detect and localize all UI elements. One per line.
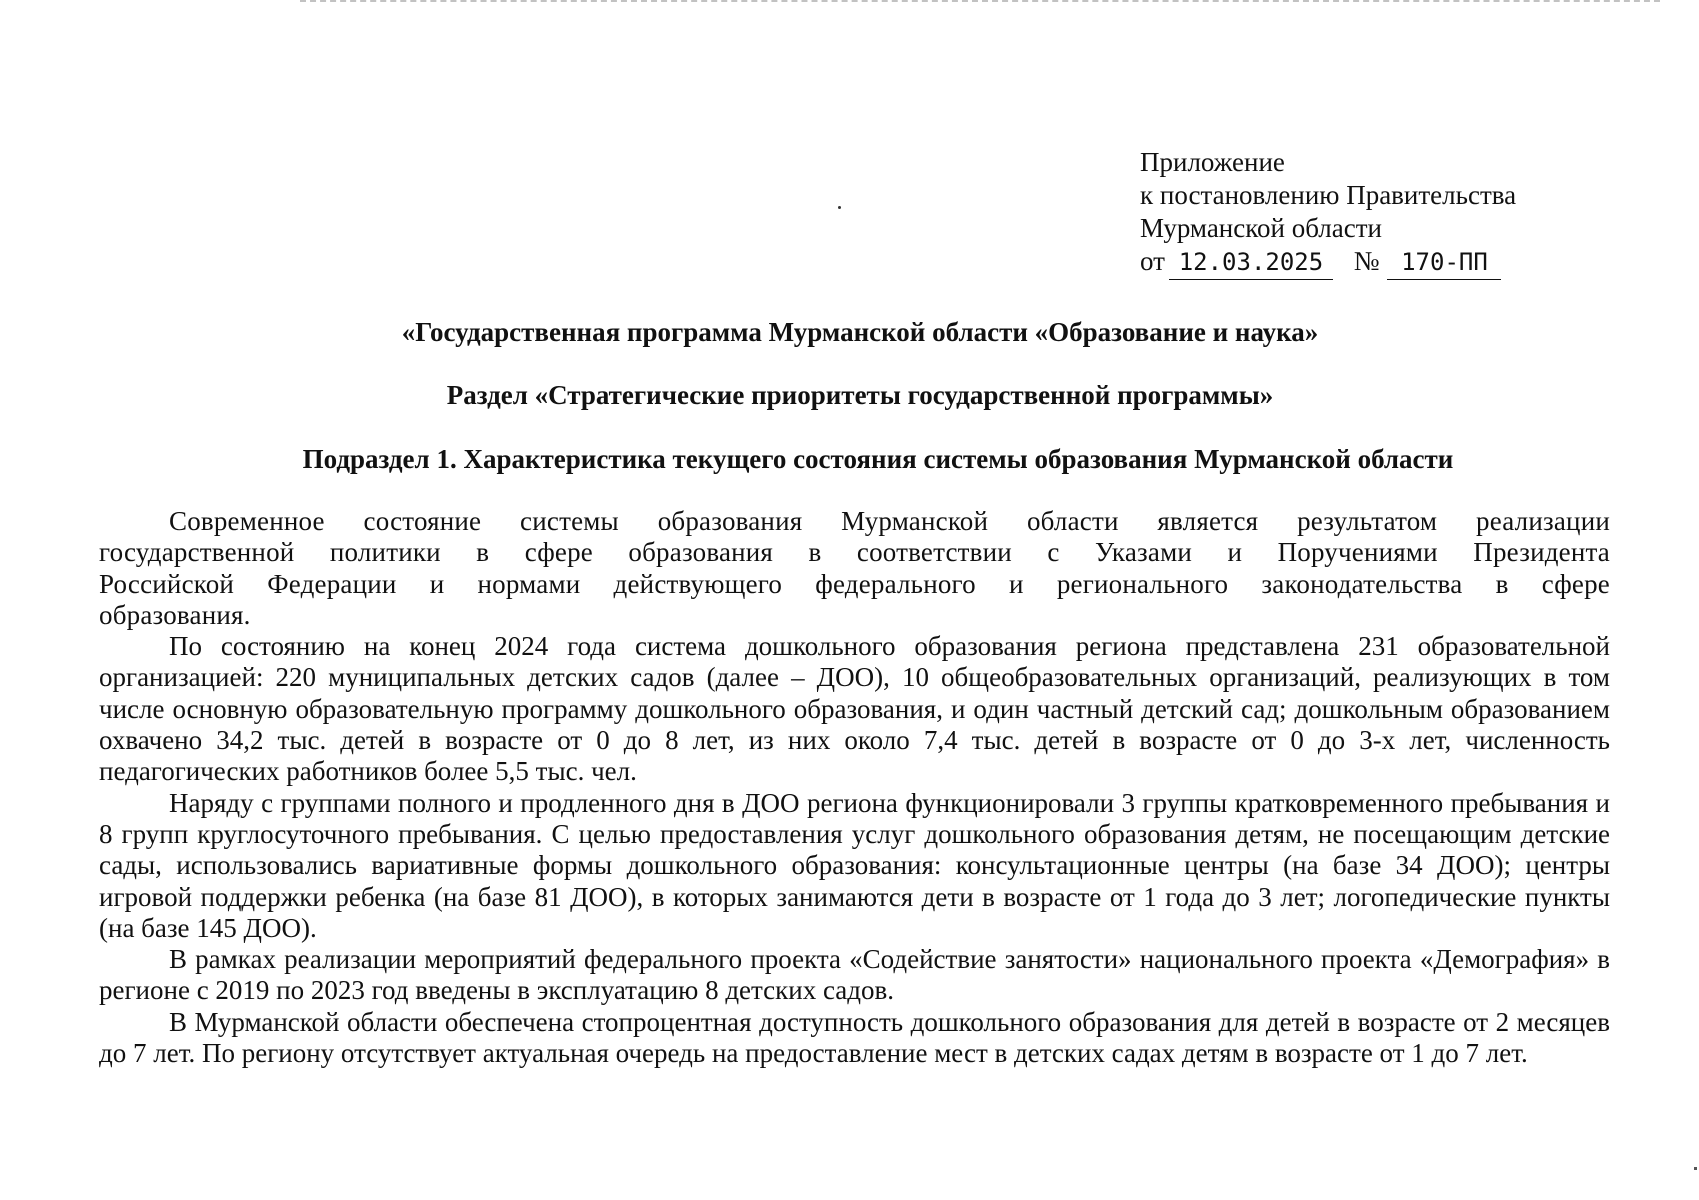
- scan-edge-line: [300, 0, 1660, 4]
- appendix-resolution-line: к постановлению Правительства: [1140, 180, 1517, 210]
- scan-speck: [838, 206, 841, 209]
- paragraph: В Мурманской области обеспечена стопроцентная доступность дошкольного образования для детей в возрасте от 2 месяцев до 7 лет. По региону отсутствует актуальная очередь на предоставление мест в детских садах детям в возрасте от 1 до 7 лет.: [99, 1006, 1610, 1069]
- number-label: №: [1353, 246, 1380, 276]
- resolution-number: 170-ПП: [1387, 246, 1501, 280]
- scan-speck-corner: [1694, 1167, 1697, 1170]
- appendix-title: Приложение: [1140, 147, 1285, 177]
- from-label: от: [1140, 246, 1165, 276]
- paragraph: Современное состояние системы образования Мурманской области является результатом реализации государственной политики в сфере образования в соответствии с Указами и Поручениями Президента Российской Федерации и нормами действующего федерального и регионального законодательства в сфере образования.: [99, 506, 1610, 630]
- body-text: [99, 506, 1610, 1069]
- section-title: Раздел «Стратегические приоритеты государственной программы»: [446, 380, 1274, 410]
- program-title: «Государственная программа Мурманской области «Образование и наука»: [401, 317, 1319, 347]
- paragraph: По состоянию на конец 2024 года система дошкольного образования региона представлена 231 образовательной организацией: 220 муниципальных детских садов (далее – ДОО), 10 общеобразовательных организаций, реализующих в том числе основную образовательную программу дошкольного образования, и один частный детский сад; дошкольным образованием охвачено 34,2 тыс. детей в возрасте от 0 до 8 лет, из них около 7,4 тыс. детей в возрасте от 0 до 3-х лет, численность педагогических работников более 5,5 тыс. чел.: [99, 631, 1610, 787]
- appendix-date-number-line: [1140, 245, 1516, 280]
- appendix-block: [1140, 146, 1516, 280]
- subsection-title: Подраздел 1. Характеристика текущего состояния системы образования Мурманской области: [302, 444, 1454, 474]
- paragraph: В рамках реализации мероприятий федерального проекта «Содействие занятости» национального проекта «Демография» в регионе с 2019 по 2023 год введены в эксплуатацию 8 детских садов.: [99, 944, 1610, 1006]
- paragraph: Наряду с группами полного и продленного дня в ДОО региона функционировали 3 группы кратковременного пребывания и 8 групп круглосуточного пребывания. С целью предоставления услуг дошкольного образования детям, не посещающим детские сады, использовались вариативные формы дошкольного образования: консультационные центры (на базе 34 ДОО); центры игровой поддержки ребенка (на базе 81 ДОО), в которых занимаются дети в возрасте от 1 года до 3 лет; логопедические пункты (на базе 145 ДОО).: [99, 787, 1610, 943]
- resolution-date: 12.03.2025: [1169, 246, 1333, 280]
- appendix-region-line: Мурманской области: [1140, 213, 1382, 243]
